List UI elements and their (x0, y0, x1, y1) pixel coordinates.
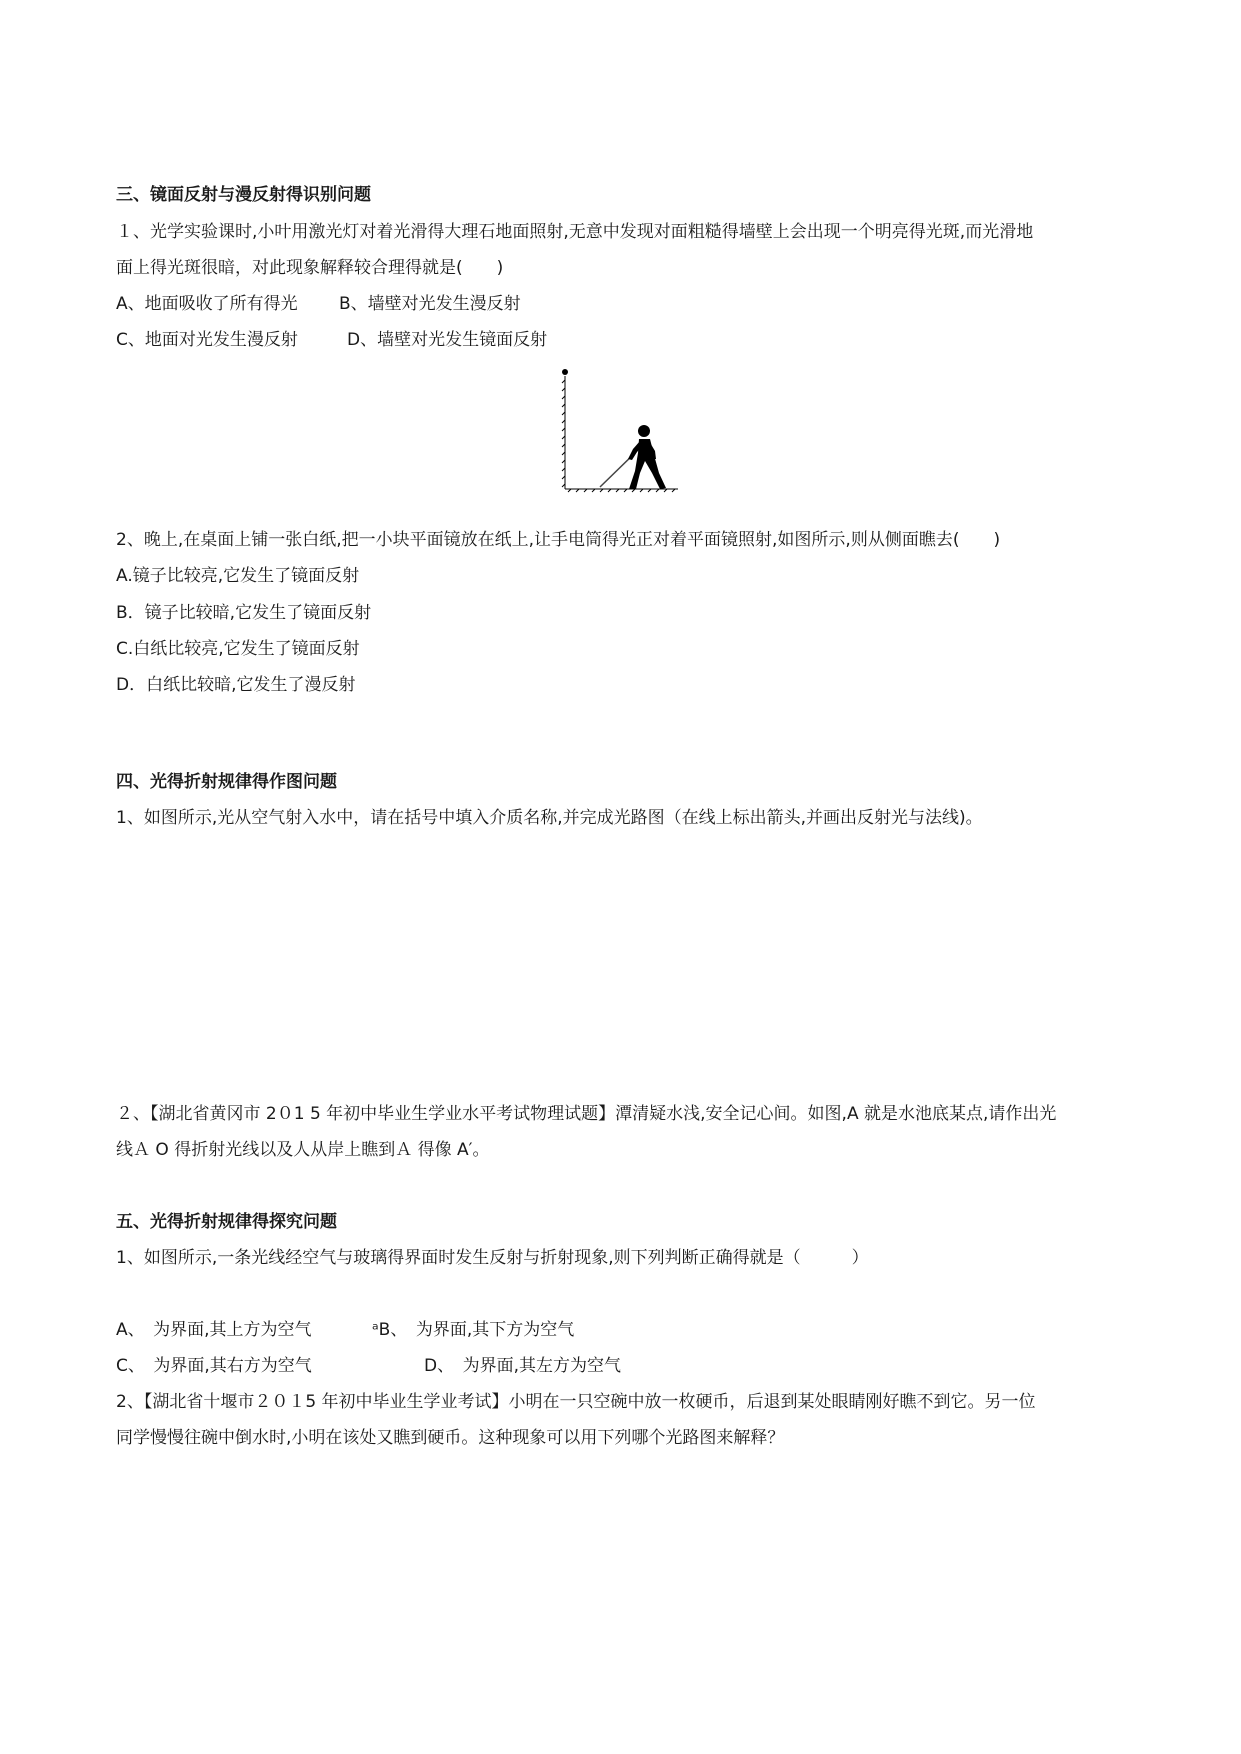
q3-1-line1: １、光学实验课时,小叶用激光灯对着光滑得大理石地面照射,无意中发现对面粗糙得墙壁上会出现一个明亮得光斑,而光滑地 (116, 222, 1034, 242)
q5-1-option-a: A、 为界面,其上方为空气 (116, 1320, 312, 1340)
q3-2-option-a: A.镜子比较亮,它发生了镜面反射 (116, 566, 360, 586)
q5-1-option-d: D、 为界面,其左方为空气 (424, 1356, 621, 1376)
q4-1-line: 1、如图所示,光从空气射入水中，请在括号中填入介质名称,并完成光路图（在线上标出箭头,并画出反射光与法线)。 (116, 808, 983, 828)
q3-1-option-b: B、墙壁对光发生漫反射 (339, 294, 521, 314)
q3-2-option-c: C.白纸比较亮,它发生了镜面反射 (116, 639, 360, 659)
q4-2-line1: ２、【湖北省黄冈市 2０1 5 年初中毕业生学业水平考试物理试题】潭清疑水浅,安全记心间。如图,A 就是水池底某点,请作出光 (116, 1104, 1057, 1124)
q4-2-line2: 线Ａ O 得折射光线以及人从岸上瞧到Ａ 得像 A′。 (116, 1140, 490, 1160)
wall-hatching (562, 376, 678, 492)
person-icon (628, 425, 666, 489)
q5-1-option-c: C、 为界面,其右方为空气 (116, 1356, 312, 1376)
q3-1-option-a: A、地面吸收了所有得光 (116, 294, 298, 314)
q5-1-option-b: ᵃB、 为界面,其下方为空气 (372, 1320, 575, 1340)
q5-2-line2: 同学慢慢往碗中倒水时,小明在该处又瞧到硬币。这种现象可以用下列哪个光路图来解释？ (116, 1428, 785, 1448)
q3-1-line2: 面上得光斑很暗，对此现象解释较合理得就是( ) (116, 258, 504, 278)
section3-heading: 三、镜面反射与漫反射得识别问题 (116, 185, 371, 205)
q5-2-line1: 2、【湖北省十堰市２０１5 年初中毕业生学业考试】小明在一只空碗中放一枚硬币，后退到某处眼睛刚好瞧不到它。另一位 (116, 1392, 1036, 1412)
q3-1-option-c: C、地面对光发生漫反射 (116, 330, 298, 350)
section5-heading: 五、光得折射规律得探究问题 (116, 1212, 337, 1232)
q3-2-line1: 2、晚上,在桌面上铺一张白纸,把一小块平面镜放在纸上,让手电筒得光正对着平面镜照射,如图所示,则从侧面瞧去( ) (116, 530, 1001, 550)
section4-heading: 四、光得折射规律得作图问题 (116, 772, 337, 792)
light-spot (562, 369, 568, 375)
q3-2-option-b: B．镜子比较暗,它发生了镜面反射 (116, 603, 372, 623)
q3-2-option-d: D．白纸比较暗,它发生了漫反射 (116, 675, 356, 695)
q3-1-option-d: D、墙壁对光发生镜面反射 (347, 330, 548, 350)
figure-wall-person (560, 367, 684, 495)
q5-1-line1: 1、如图所示,一条光线经空气与玻璃得界面时发生反射与折射现象,则下列判断正确得就是（ ） (116, 1248, 869, 1268)
